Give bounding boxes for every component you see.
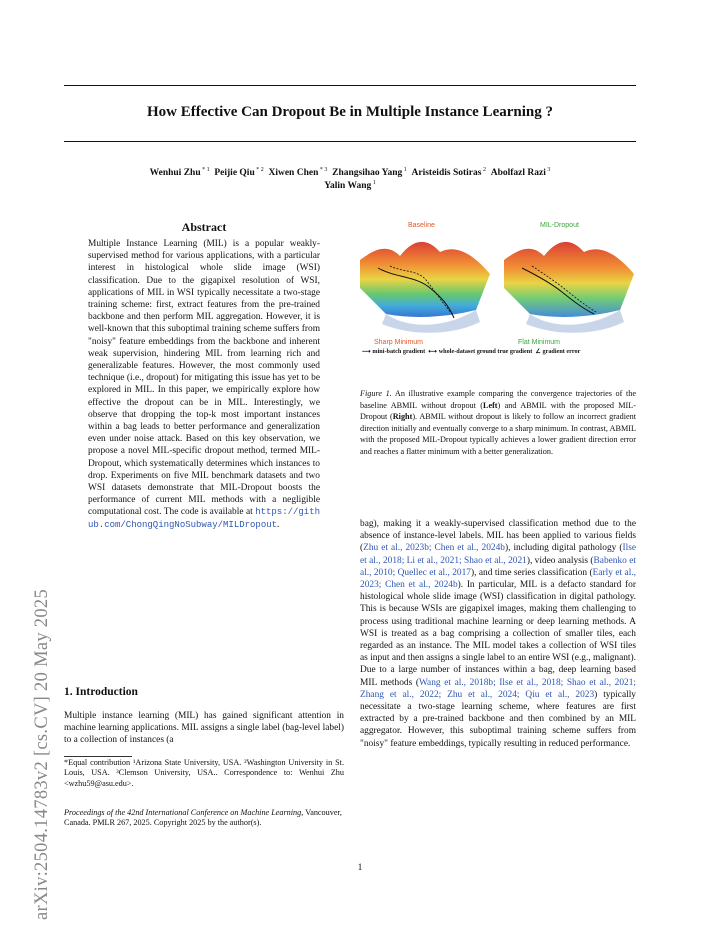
- introduction-body: [64, 710, 344, 747]
- authors-line-2: [64, 180, 636, 191]
- baseline-surface: [360, 242, 490, 333]
- citation-link[interactable]: Wang et al., 2018b; Ilse et al., 2018; Shao et al., 2021; Zhang et al., 2022; Zhu et al., 2024; Qiu et al., 2023: [360, 677, 636, 700]
- author-name: Abolfazl Razi: [490, 168, 546, 179]
- page-number: 1: [357, 863, 363, 873]
- author-affiliation: 1: [402, 167, 407, 173]
- author-name: Aristeidis Sotiras: [411, 168, 482, 179]
- body-text: bag), making it a weakly-supervised classification method due to the absence of instance-level labels. MIL has been applied to various fields (: [360, 519, 636, 554]
- figure-caption: [360, 388, 636, 458]
- footnote: *Equal contribution ¹Arizona State University, USA. ²Washington University in St. Louis, USA. ³Clemson University, USA.. Correspondence to: Wenhui Zhu <wzhu59@asu.edu>.: [64, 758, 344, 788]
- body-text: ). In particular, MIL is a defacto standard for histological whole slide image (WSI) classification in digital pathology. This is because WSIs are gigapixel images, making them challenging to process using traditional machine learning or deep learning methods. A WSI is treated as a bag comprising a collection of smaller tiles, each regarded as an instance. The MIL model takes a collection of WSI tiles as input and then assigns a single label to an entire WSI (e.g., malignant). Due to a large number of instances within a bag, deep learning based MIL methods (: [360, 580, 636, 688]
- body-text: ), including digital pathology (: [504, 543, 623, 554]
- body-text: ), and time series classification (: [471, 567, 593, 578]
- abstract-tail: .: [277, 519, 280, 530]
- legend-whole: whole-dataset ground true gradient: [438, 348, 533, 355]
- baseline-label: Baseline: [408, 222, 435, 229]
- title-rule: [64, 141, 636, 142]
- author-affiliation: * 2: [254, 167, 264, 173]
- caption-label: Figure 1.: [360, 389, 392, 398]
- paper-title: How Effective Can Dropout Be in Multiple Instance Learning ?: [147, 104, 553, 120]
- body-text: ) typically necessitate a two-stage learning scheme, where features are first extracted by a pre-trained backbone and then combined by an MIL aggregator. However, this suboptimal training scheme suffers from "noisy" feature embeddings, typically resulting in reduced performance.: [360, 689, 636, 749]
- arxiv-stamp: arXiv:2504.14783v2 [cs.CV] 20 May 2025: [32, 588, 52, 920]
- author-affiliation: * 3: [318, 167, 328, 173]
- mil-dropout-surface: [504, 242, 634, 333]
- figure-1: [356, 218, 638, 360]
- abstract-body: [88, 238, 320, 531]
- citation-link[interactable]: Ilse et al., 2018; Li et al., 2021; Shao et al., 2021: [360, 543, 637, 566]
- code-link[interactable]: https://github.com/ChongQingNoSubway/MILDropout: [88, 507, 320, 530]
- legend-minibatch-icon: ⟶: [362, 348, 371, 355]
- author-name: Peijie Qiu: [214, 168, 255, 179]
- abstract-heading: Abstract: [181, 220, 227, 234]
- footnote-rule: [64, 756, 132, 757]
- legend-minibatch: mini-batch gradient: [372, 348, 426, 355]
- author-affiliation: 2: [481, 167, 486, 173]
- proceedings-venue: Proceedings of the 42nd International Conference on Machine Learning: [64, 808, 302, 817]
- mil-dropout-label: MIL-Dropout: [540, 222, 579, 229]
- citation-link[interactable]: Babenko et al., 2010; Quellec et al., 2017: [360, 555, 637, 578]
- abstract-text: Multiple Instance Learning (MIL) is a popular weakly-supervised method for various applications, with a particular interest in histological whole slide image (WSI) classification. Due to the gigapixel resolution of WSI, applications of MIL in WSI typically necessitate a two-stage training scheme: first, extract features from the pre-trained backbone and then perform MIL aggregation. However, it is well-known that this suboptimal training scheme suffers from "noisy" feature embeddings from the backbone and inherent weak supervision, hindering MIL from learning rich and generalizable features. However, the most commonly used technique (i.e., dropout) for mitigating this issue has yet to be explored in MIL. In this paper, we empirically explore how effective the dropout can be in MIL. Interestingly, we observe that dropping the top-k most important instances within a bag leads to better performance and generalization even under noise attack. Based on this key observation, we propose a novel MIL-specific dropout method, termed MIL-Dropout, which systematically determines which instances to drop. Experiments on five MIL benchmark datasets and two WSI datasets demonstrate that MIL-Dropout boosts the performance of current MIL methods with a negligible computational cost. The code is available at: [88, 239, 320, 518]
- author-affiliation: * 1: [200, 167, 210, 173]
- author-name: Yalin Wang: [324, 181, 372, 192]
- author-name: Xiwen Chen: [268, 168, 319, 179]
- authors-line-1: [64, 167, 636, 178]
- caption-right: Right: [392, 412, 413, 422]
- caption-left: Left: [482, 400, 498, 410]
- caption-text-b: ) and ABMIL with the proposed MIL-Dropout (: [360, 400, 636, 422]
- legend-error: gradient error: [542, 348, 581, 355]
- caption-text-c: ). ABMIL without dropout is likely to follow an incorrect gradient direction initially and eventually converge to a sharp minimum. In contrast, ABMIL with the proposed MIL-Dropout typically achieves a lower gradient direction error and reaches a flatter minimum with a better generalization.: [360, 412, 636, 456]
- flat-minimum-label: Flat Minimum: [518, 339, 561, 346]
- author-name: Zhangsihao Yang: [332, 168, 403, 179]
- body-text: ), video analysis (: [526, 555, 594, 566]
- legend-error-icon: ∠: [535, 348, 541, 355]
- proceedings-note: [64, 808, 344, 829]
- citation-link[interactable]: Zhu et al., 2023b; Chen et al., 2024b: [363, 543, 505, 554]
- author-affiliation: 1: [371, 180, 376, 186]
- citation-link[interactable]: Early et al., 2023; Chen et al., 2024b: [360, 567, 637, 591]
- top-rule: [64, 85, 636, 86]
- caption-text-a: An illustrative example comparing the convergence trajectories of the baseline ABMIL without dropout (: [360, 389, 636, 410]
- right-column-body: [360, 518, 636, 750]
- proceedings-rest: , Vancouver, Canada. PMLR 267, 2025. Copyright 2025 by the author(s).: [64, 808, 342, 828]
- legend-whole-icon: ⟷: [428, 348, 438, 355]
- figure-legend: [362, 348, 638, 355]
- author-name: Wenhui Zhu: [149, 168, 201, 179]
- author-affiliation: 3: [545, 167, 551, 173]
- sharp-minimum-label: Sharp Minimum: [374, 339, 424, 346]
- introduction-text: Multiple instance learning (MIL) has gained significant attention in machine learning applications. MIL assigns a single label (bag-level label) to a collection of instances (a: [64, 711, 344, 746]
- section-heading-introduction: 1. Introduction: [64, 686, 138, 698]
